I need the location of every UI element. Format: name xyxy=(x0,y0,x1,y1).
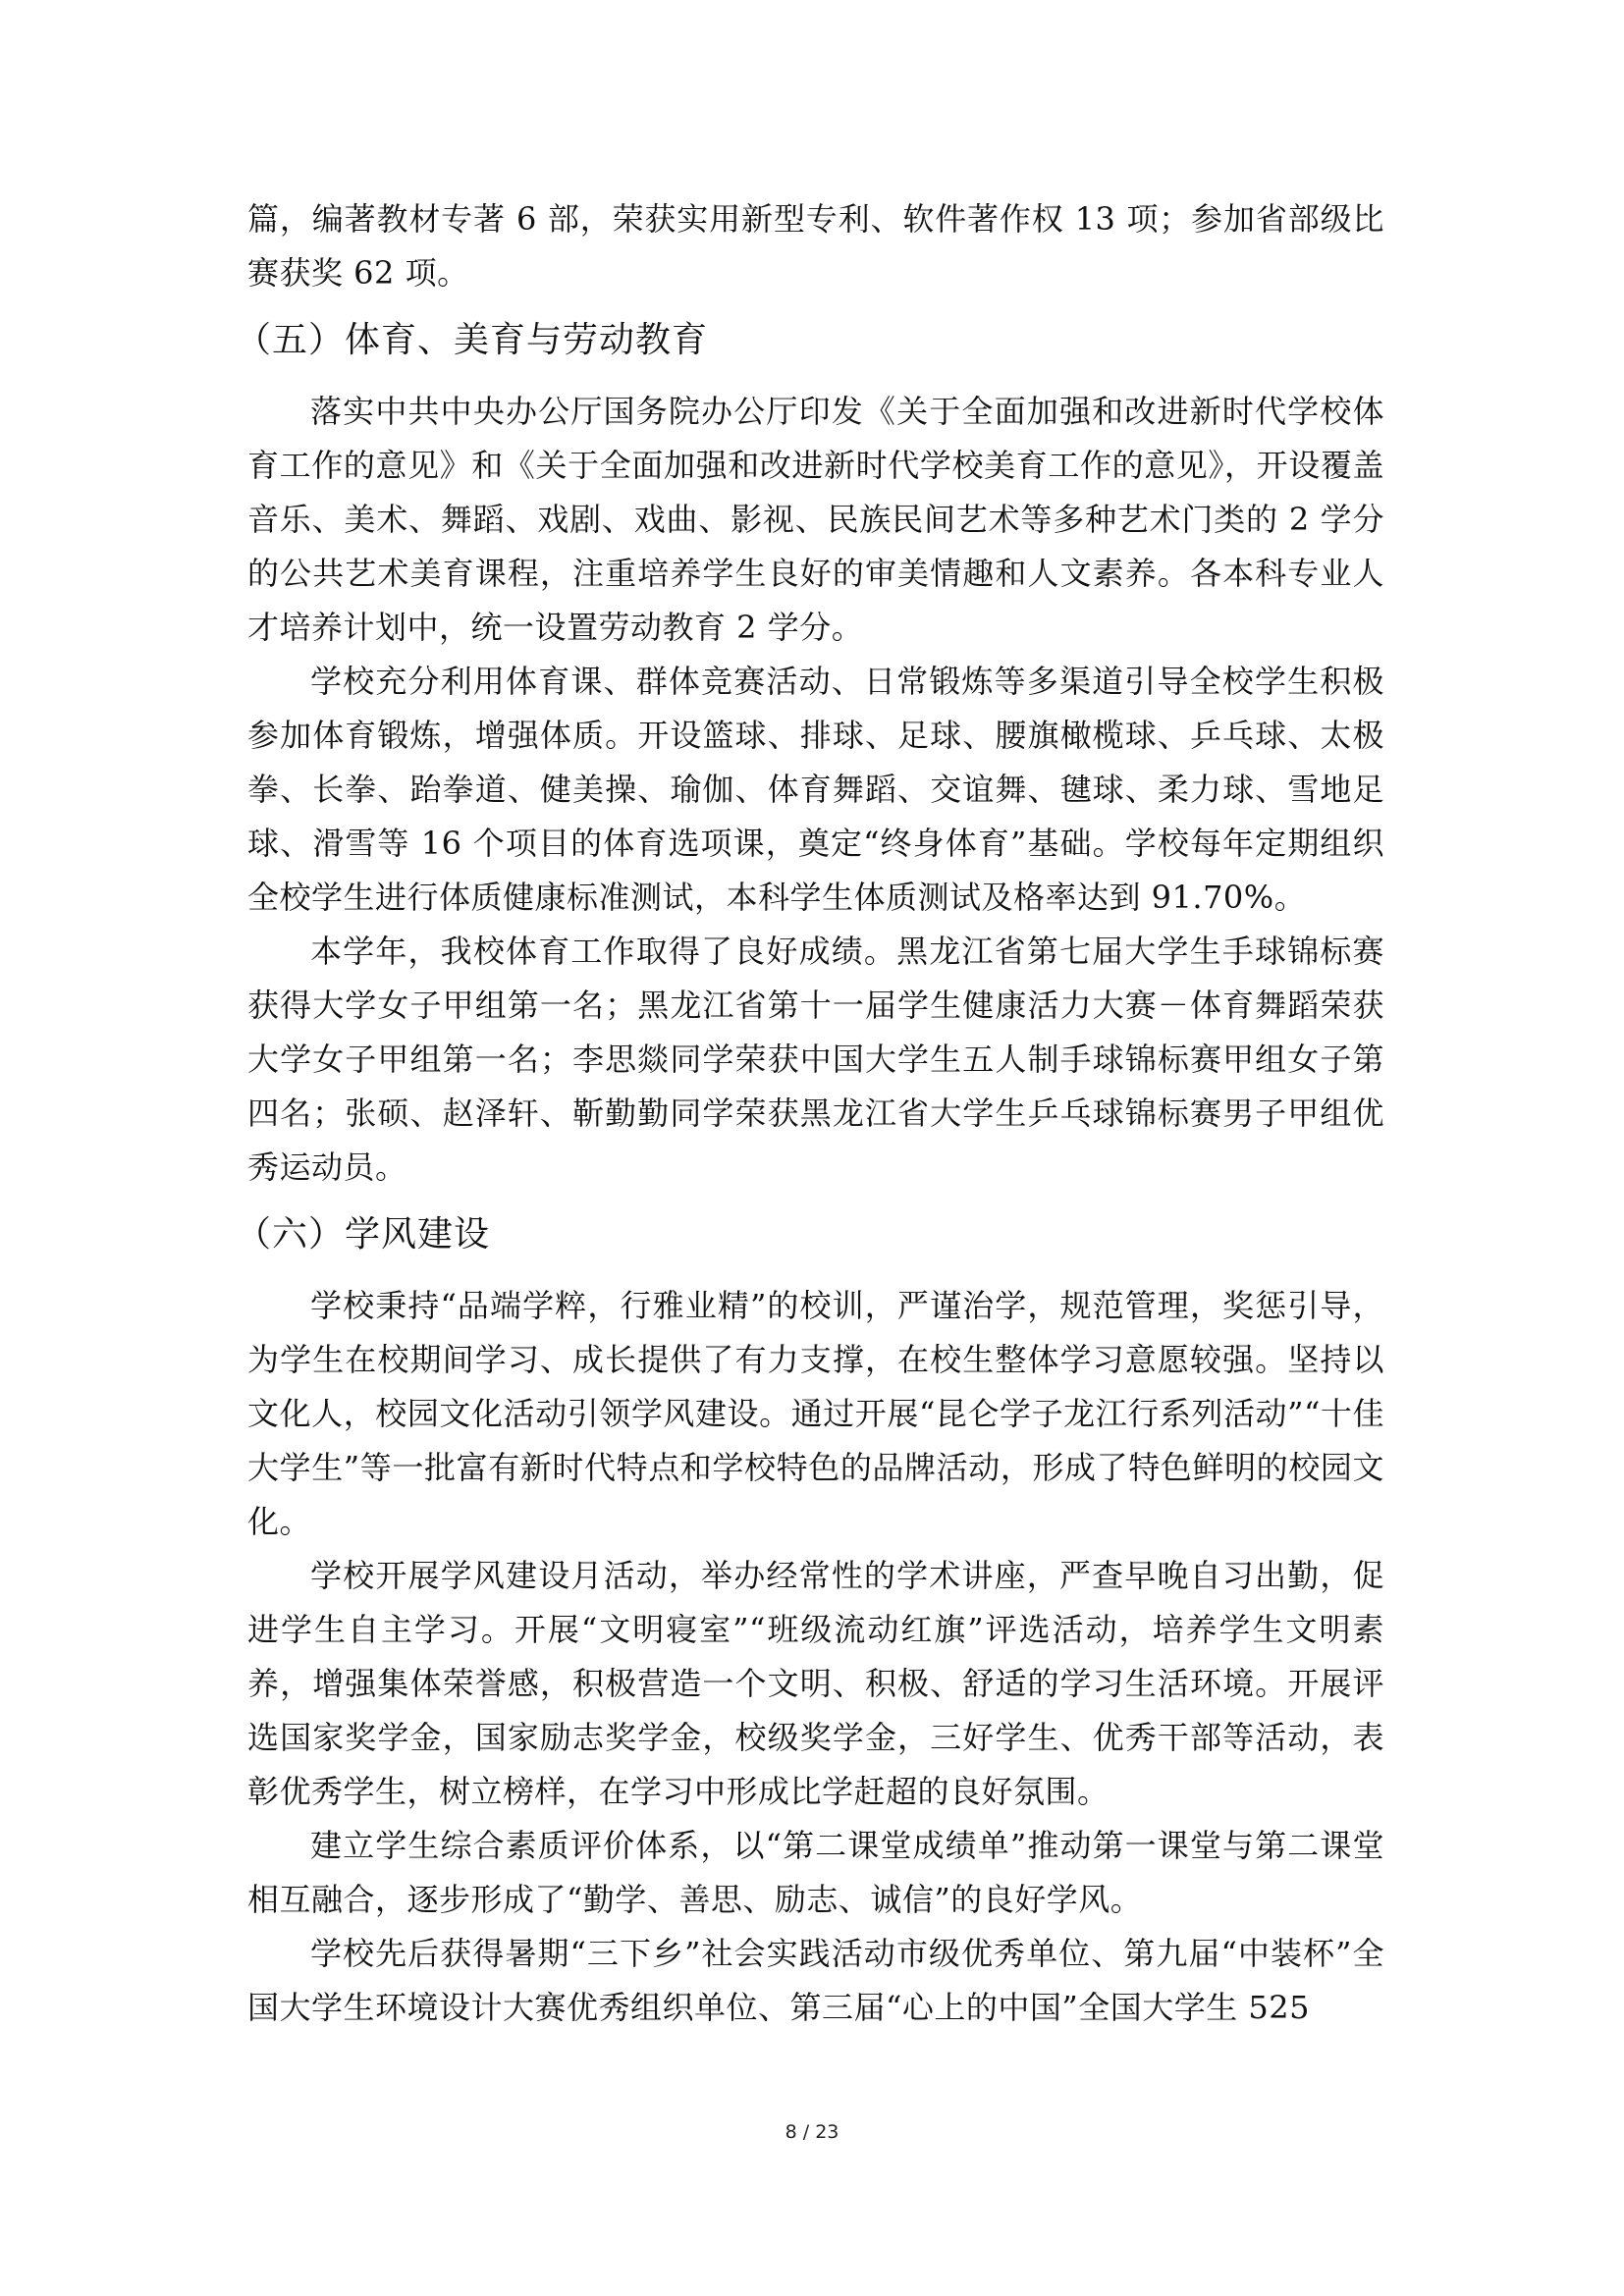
section-heading-study-style: （六）学风建设 xyxy=(236,1214,491,1255)
paragraph-awards: 学校先后获得暑期“三下乡”社会实践活动市级优秀单位、第九届“中装杯”全国大学生环境设计大赛优秀组织单位、第三届“心上的中国”全国大学生 525 xyxy=(247,1935,1384,2026)
intro-paragraph: 篇，编著教材专著 6 部，荣获实用新型专利、软件著作权 13 项；参加省部级比赛获奖 62 项。 xyxy=(247,200,1384,292)
paragraph-study-month: 学校开展学风建设月活动，举办经常性的学术讲座，严查早晚自习出勤，促进学生自主学习。开展“文明寝室”“班级流动红旗”评选活动，培养学生文明素养，增强集体荣誉感，积极营造一个文明、积极、舒适的学习生活环境。开展评选国家奖学金，国家励志奖学金，校级奖学金，三好学生、优秀干部等活动，表彰优秀学生，树立榜样，在学习中形成比学赶超的良好氛围。 xyxy=(247,1557,1384,1810)
paragraph-arts-curriculum: 落实中共中央办公厅国务院办公厅印发《关于全面加强和改进新时代学校体育工作的意见》和《关于全面加强和改进新时代学校美育工作的意见》，开设覆盖音乐、美术、舞蹈、戏剧、戏曲、影视、民族民间艺术等多种艺术门类的 2 学分的公共艺术美育课程，注重培养学生良好的审美情趣和人文素养。各本科专业人才培养计划中，统一设置劳动教育 2 学分。 xyxy=(247,393,1384,646)
document-body xyxy=(236,192,1384,2035)
paragraph-physical-education: 学校充分利用体育课、群体竞赛活动、日常锻炼等多渠道引导全校学生积极参加体育锻炼，增强体质。开设篮球、排球、足球、腰旗橄榄球、乒乓球、太极拳、长拳、跆拳道、健美操、瑜伽、体育舞蹈、交谊舞、毽球、柔力球、雪地足球、滑雪等 16 个项目的体育选项课，奠定“终身体育”基础。学校每年定期组织全校学生进行体质健康标准测试，本科学生体质测试及格率达到 91.70%。 xyxy=(247,663,1384,916)
paragraph-sports-achievements: 本学年，我校体育工作取得了良好成绩。黑龙江省第七届大学生手球锦标赛获得大学女子甲组第一名；黑龙江省第十一届学生健康活力大赛－体育舞蹈荣获大学女子甲组第一名；李思燚同学荣获中国大学生五人制手球锦标赛甲组女子第四名；张硕、赵泽轩、靳勤勤同学荣获黑龙江省大学生乒乓球锦标赛男子甲组优秀运动员。 xyxy=(247,933,1384,1186)
section-heading-sports-arts-labor: （五）体育、美育与劳动教育 xyxy=(236,320,709,360)
paragraph-school-motto: 学校秉持“品端学粹，行雅业精”的校训，严谨治学，规范管理，奖惩引导，为学生在校期间学习、成长提供了有力支撑，在校生整体学习意愿较强。坚持以文化人，校园文化活动引领学风建设。通过开展“昆仑学子龙江行系列活动”“十佳大学生”等一批富有新时代特点和学校特色的品牌活动，形成了特色鲜明的校园文化。 xyxy=(247,1287,1384,1540)
page-number: 8 / 23 xyxy=(785,2121,839,2143)
paragraph-evaluation-system: 建立学生综合素质评价体系，以“第二课堂成绩单”推动第一课堂与第二课堂相互融合，逐步形成了“勤学、善思、励志、诚信”的良好学风。 xyxy=(247,1827,1384,1918)
